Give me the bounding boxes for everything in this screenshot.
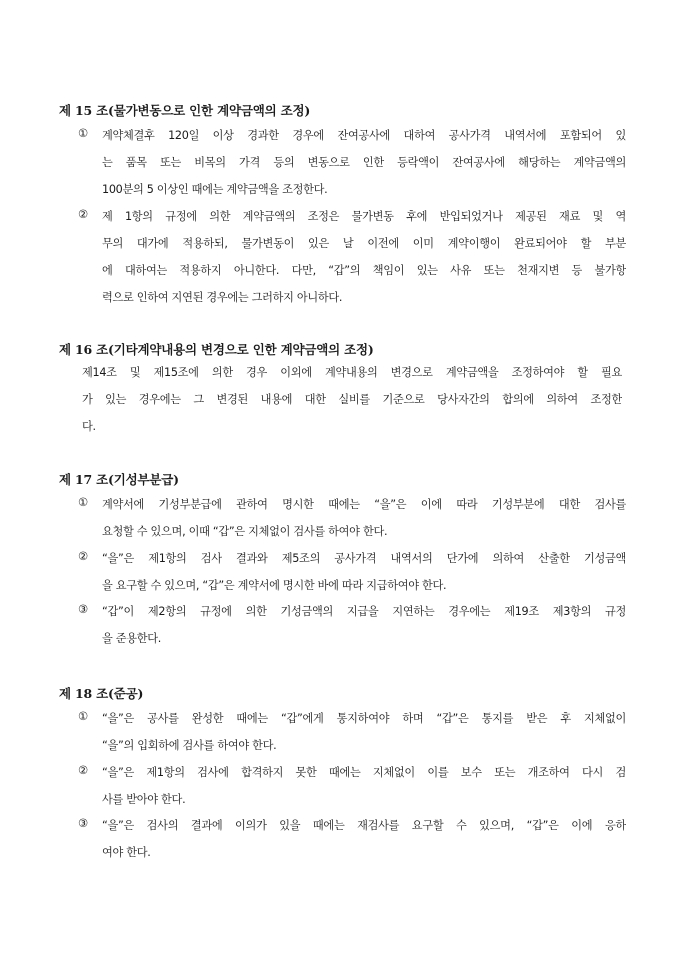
article-18-heading: 제 18 조(준공)	[59, 686, 144, 701]
clause-number: ①	[78, 127, 88, 140]
clause-text	[102, 208, 626, 316]
article-17-heading: 제 17 조(기성부분급)	[59, 472, 179, 487]
clause-line: 력으로 인하여 지연된 경우에는 그러하지 아니하다.	[102, 291, 343, 304]
clause-text	[102, 496, 626, 550]
clause-line: 을 요구할 수 있으며, “갑”은 계약서에 명시한 바에 따라 지급하여야 한다.	[102, 579, 447, 592]
paragraph-line: 제14조 및 제15조에 의한 경우 이외에 계약내용의 변경으로 계약금액을 조정하여야 할 필요	[82, 366, 622, 379]
clause-line: 요청할 수 있으며, 이때 “갑”은 지체없이 검사를 하여야 한다.	[102, 525, 388, 538]
clause-number: ③	[78, 817, 88, 830]
clause-line: “을”은 검사의 결과에 이의가 있을 때에는 재검사를 요구할 수 있으며, “갑”은 이에 응하	[102, 819, 626, 832]
clause-line: “을”은 공사를 완성한 때에는 “갑”에게 통지하여야 하며 “갑”은 통지를 받은 후 지체없이	[102, 712, 626, 725]
clause-line: 는 품목 또는 비목의 가격 등의 변동으로 인한 등락액이 잔여공사에 해당하는 계약금액의	[102, 156, 626, 169]
clause-line: “을”은 제1항의 검사에 합격하지 못한 때에는 지체없이 이를 보수 또는 개조하여 다시 검	[102, 766, 626, 779]
clause-text	[102, 550, 626, 604]
clause-line: 사를 받아야 한다.	[102, 793, 186, 806]
clause-number: ①	[78, 710, 88, 723]
clause-number: ②	[78, 208, 88, 221]
clause-line: 무의 대가에 적용하되, 물가변동이 있은 날 이전에 이미 계약이행이 완료되어야 할 부분	[102, 237, 626, 250]
clause-line: 계약서에 기성부분급에 관하여 명시한 때에는 “을”은 이에 따라 기성부분에 대한 검사를	[102, 498, 626, 511]
paragraph-line: 다.	[82, 420, 96, 433]
clause-number: ①	[78, 496, 88, 509]
article-16-heading: 제 16 조(기타계약내용의 변경으로 인한 계약금액의 조정)	[59, 342, 374, 357]
clause-line: 계약체결후 120일 이상 경과한 경우에 잔여공사에 대하여 공사가격 내역서에 포함되어 있	[102, 129, 626, 142]
clause-line: “갑”이 제2항의 규정에 의한 기성금액의 지급을 지연하는 경우에는 제19조 제3항의 규정	[102, 605, 626, 618]
clause-line: 에 대하여는 적용하지 아니한다. 다만, “갑”의 책임이 있는 사유 또는 천재지변 등 불가항	[102, 264, 626, 277]
clause-line: 100분의 5 이상인 때에는 계약금액을 조정한다.	[102, 183, 328, 196]
clause-line: “을”의 입회하에 검사를 하여야 한다.	[102, 739, 277, 752]
clause-text	[102, 817, 626, 871]
clause-number: ②	[78, 764, 88, 777]
clause-line: 여야 한다.	[102, 846, 151, 859]
article-16-paragraph	[82, 364, 622, 445]
clause-text	[102, 710, 626, 764]
paragraph-line: 가 있는 경우에는 그 변경된 내용에 대한 실비를 기준으로 당사자간의 합의에 의하여 조정한	[82, 393, 622, 406]
clause-number: ②	[78, 550, 88, 563]
clause-text	[102, 603, 626, 657]
clause-line: 을 준용한다.	[102, 632, 162, 645]
clause-text	[102, 127, 626, 208]
clause-line: “을”은 제1항의 검사 결과와 제5조의 공사가격 내역서의 단가에 의하여 산출한 기성금액	[102, 552, 626, 565]
clause-text	[102, 764, 626, 818]
clause-number: ③	[78, 603, 88, 616]
article-15-heading: 제 15 조(물가변동으로 인한 계약금액의 조정)	[59, 103, 311, 118]
clause-line: 제 1항의 규정에 의한 계약금액의 조정은 물가변동 후에 반입되었거나 제공된 재료 및 역	[102, 210, 626, 223]
